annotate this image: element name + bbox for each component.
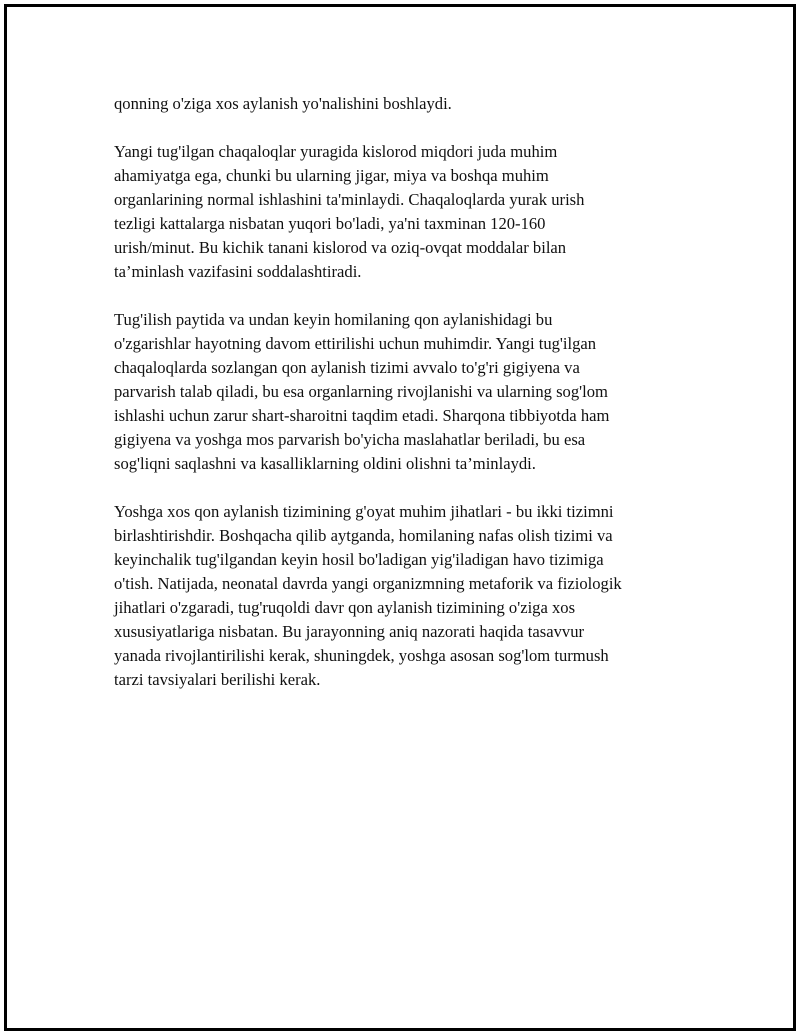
document-body <box>114 92 694 716</box>
paragraph-age-specific-circulation: Yoshga xos qon aylanish tizimining g'oyat muhim jihatlari - bu ikki tizimni birlashtirishdir. Boshqacha qilib aytganda, homilaning nafas olish tizimi va keyinchalik tug'ilgandan keyin hosil bo'ladigan yig'iladigan havo tizimiga o'tish. Natijada, neonatal davrda yangi organizmning metaforik va fiziologik jihatlari o'zgaradi, tug'ruqoldi davr qon aylanish tizimining o'ziga xos xususiyatlariga nisbatan. Bu jarayonning aniq nazorati haqida tasavvur yanada rivojlantirilishi kerak, shuningdek, yoshga asosan sog'lom turmush tarzi tavsiyalari berilishi kerak. <box>114 502 622 689</box>
paragraph-newborn-heart-oxygen: Yangi tug'ilgan chaqaloqlar yuragida kislorod miqdori juda muhim ahamiyatga ega, chunki bu ularning jigar, miya va boshqa muhim organlarining normal ishlashini ta'minlaydi. Chaqaloqlarda yurak urish tezligi kattalarga nisbatan yuqori bo'ladi, ya'ni taxminan 120-160 urish/minut. Bu kichik tanani kislorod va oziq-ovqat moddalar bilan ta’minlash vazifasini soddalashtiradi. <box>114 142 585 281</box>
paragraph-birth-circulation-changes: Tug'ilish paytida va undan keyin homilaning qon aylanishidagi bu o'zgarishlar hayotning davom ettirilishi uchun muhimdir. Yangi tug'ilgan chaqaloqlarda sozlangan qon aylanish tizimi avvalo to'g'ri gigiyena va parvarish talab qiladi, bu esa organlarning rivojlanishi va ularning sog'lom ishlashi uchun zarur shart-sharoitni taqdim etadi. Sharqona tibbiyotda ham gigiyena va yoshga mos parvarish bo'yicha maslahatlar beriladi, bu esa sog'liqni saqlashni va kasalliklarning oldini olishni ta’minlaydi. <box>114 310 610 473</box>
paragraph-continuation: qonning o'ziga xos aylanish yo'nalishini boshlaydi. <box>114 94 452 113</box>
